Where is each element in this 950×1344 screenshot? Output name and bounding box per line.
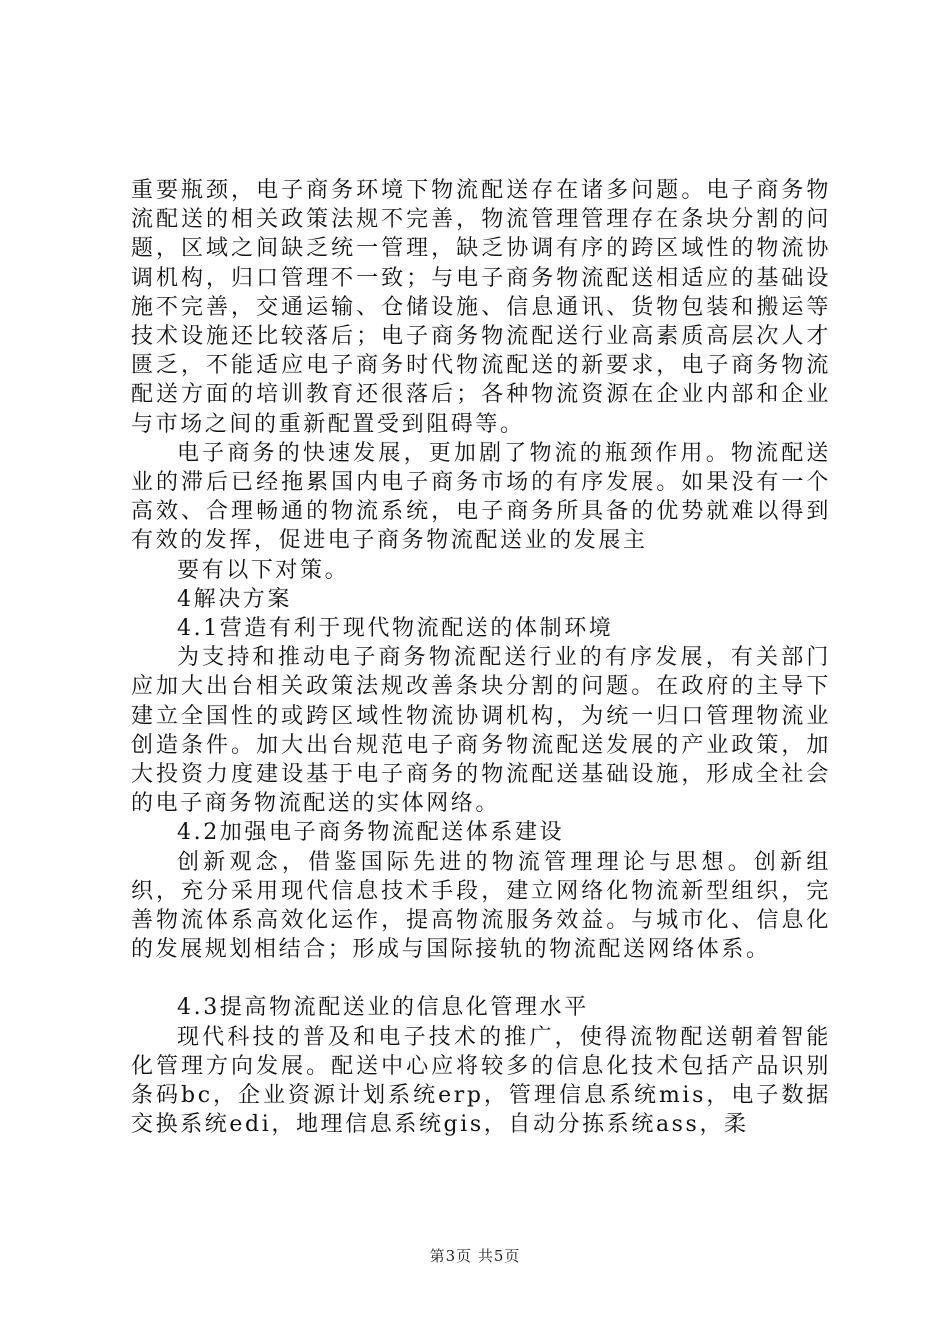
document-body xyxy=(131,176,831,1140)
paragraph-countermeasures-lead: 要有以下对策。 xyxy=(177,557,350,583)
paragraph-4-3: 现代科技的普及和电子技术的推广，使得流物配送朝着智能化管理方向发展。配送中心应将较多的信息化技术包括产品识别条码bc，企业资源计划系统erp，管理信息系统mis，电子数据交换系统edi，地理信息系统gis，自动分拣系统ass，柔 xyxy=(131,1024,831,1138)
heading-4-1: 4.1营造有利于现代物流配送的体制环境 xyxy=(177,616,614,642)
page-footer: 第3页 共5页 xyxy=(429,1247,521,1265)
paragraph-bottleneck-problems: 重要瓶颈，电子商务环境下物流配送存在诸多问题。电子商务物流配送的相关政策法规不完善，物流管理管理存在条块分割的问题，区域之间缺乏统一管理，缺乏协调有序的跨区域性的物流协调机构，归口管理不一致；与电子商务物流配送相适应的基础设施不完善，交通运输、仓储设施、信息通讯、货物包装和搬运等技术设施还比较落后；电子商务物流配送行业高素质高层次人才匮乏，不能适应电子商务时代物流配送的新要求，电子商务物流配送方面的培训教育还很落后；各种物流资源在企业内部和企业与市场之间的重新配置受到阻碍等。 xyxy=(131,178,831,437)
paragraph-ecommerce-development: 电子商务的快速发展，更加剧了物流的瓶颈作用。物流配送业的滞后已经拖累国内电子商务市场的有序发展。如果没有一个高效、合理畅通的物流系统，电子商务所具备的优势就难以得到有效的发挥，促进电子商务物流配送业的发展主 xyxy=(131,440,831,554)
paragraph-4-1: 为支持和推动电子商务物流配送行业的有序发展，有关部门应加大出台相关政策法规改善条块分割的问题。在政府的主导下建立全国性的或跨区域性物流协调机构，为统一归口管理物流业创造条件。加大出台规范电子商务物流配送发展的产业政策，加大投资力度建设基于电子商务的物流配送基础设施，形成全社会的电子商务物流配送的实体网络。 xyxy=(131,645,831,817)
paragraph-4-2: 创新观念，借鉴国际先进的物流管理理论与思想。创新组织，充分采用现代信息技术手段，建立网络化物流新型组织，完善物流体系高效化运作，提高物流服务效益。与城市化、信息化的发展规划相结合；形成与国际接轨的物流配送网络体系。 xyxy=(131,849,831,963)
heading-4-2: 4.2加强电子商务物流配送体系建设 xyxy=(177,820,565,846)
heading-4-solutions: 4解决方案 xyxy=(177,586,292,612)
blank-line xyxy=(131,964,831,993)
heading-4-3: 4.3提高物流配送业的信息化管理水平 xyxy=(177,995,589,1021)
